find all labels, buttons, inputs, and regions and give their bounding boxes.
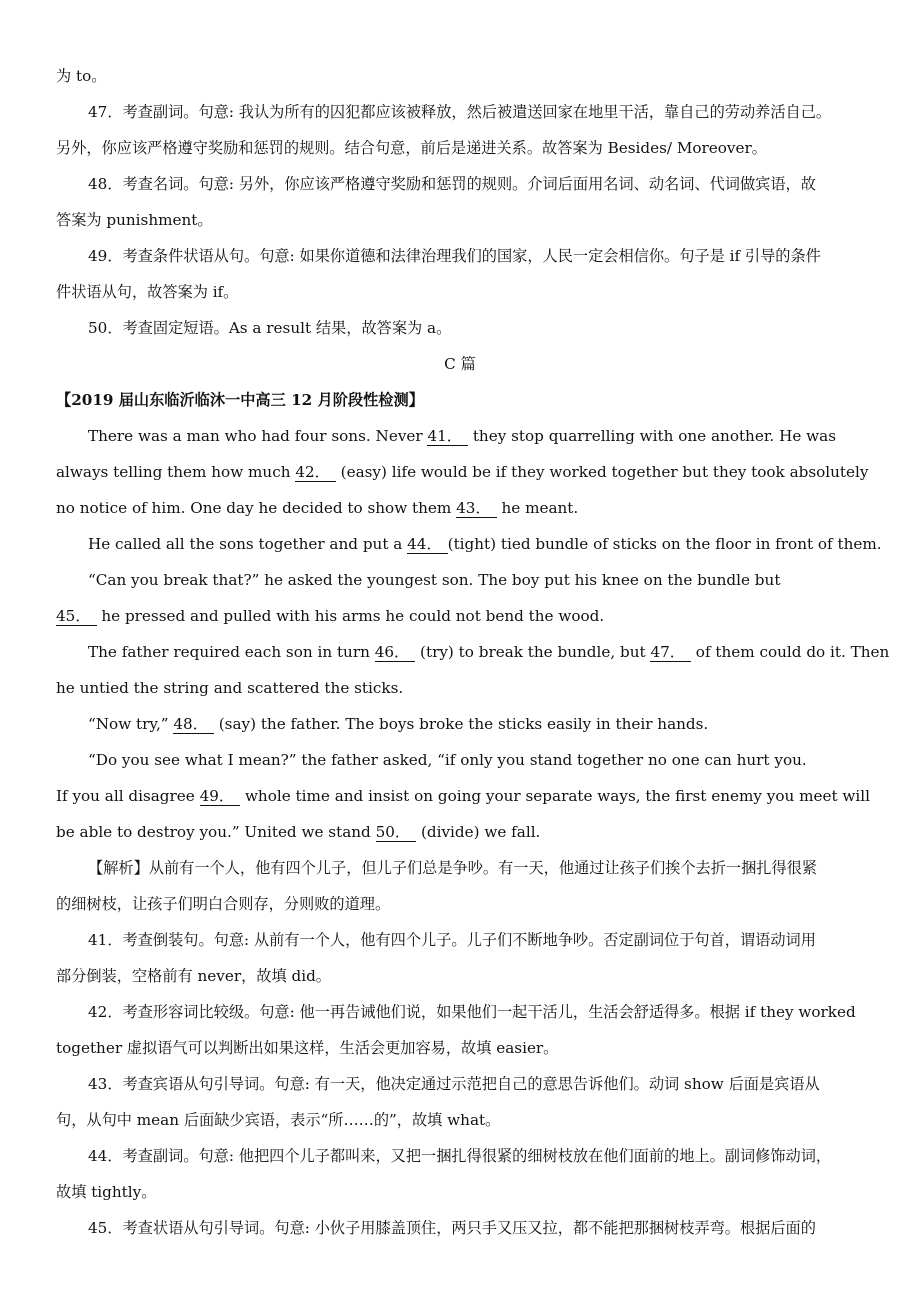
passage-text: There was a man who had four sons. Never — [88, 427, 423, 445]
analysis-line: 的细树枝，让孩子们明白合则存，分则败的道理。 — [56, 895, 391, 913]
passage-line — [56, 784, 868, 808]
analysis-45-line: 45．考查状语从句引导词。句意: 小伙子用膝盖顶住，两只手又压又拉，都不能把那捆树枝弄弯。根据后面的 — [88, 1219, 816, 1237]
passage-text: The father required each son in turn — [88, 643, 370, 661]
passage-line — [88, 640, 890, 664]
passage-text: If you all disagree — [56, 787, 195, 805]
answer-line: 件状语从句，故答案为 if。 — [56, 283, 239, 301]
passage-line — [56, 496, 868, 520]
analysis-43-line: 43．考查宾语从句引导词。句意: 有一天，他决定通过示范把自己的意思告诉他们。动词 show 后面是宾语从 — [88, 1075, 820, 1093]
blank-46: 46． — [375, 643, 416, 662]
passage-text: be able to destroy you.” United we stand — [56, 823, 371, 841]
passage-text: no notice of him. One day he decided to show them — [56, 499, 452, 517]
blank-44: 44． — [407, 535, 448, 554]
passage-text: always telling them how much — [56, 463, 291, 481]
passage-line — [56, 460, 868, 484]
answer-48-line: 48．考查名词。句意: 另外，你应该严格遵守奖励和惩罚的规则。介词后面用名词、动名词、代词做宾语，故 — [88, 175, 816, 193]
analysis-42-line: 42．考查形容词比较级。句意: 他一再告诫他们说，如果他们一起干活儿，生活会舒适得多。根据 if they worked — [88, 1003, 856, 1021]
passage-line — [88, 712, 868, 736]
passage-line: “Do you see what I mean?” the father asked, “if only you stand together no one can hurt you. — [88, 751, 807, 769]
analysis-line: together 虚拟语气可以判断出如果这样，生活会更加容易，故填 easier。 — [56, 1039, 559, 1057]
passage-line: “Can you break that?” he asked the youngest son. The boy put his knee on the bundle but — [88, 571, 781, 589]
analysis-line: 部分倒装，空格前有 never，故填 did。 — [56, 967, 331, 985]
passage-text: (tight) tied bundle of sticks on the floor in front of them. — [447, 535, 882, 553]
analysis-44-line: 44．考查副词。句意: 他把四个儿子都叫来，又把一捆扎得很紧的细树枝放在他们面前的地上。副词修饰动词， — [88, 1147, 832, 1165]
answer-line: 答案为 punishment。 — [56, 211, 213, 229]
blank-43: 43． — [456, 499, 497, 518]
blank-47: 47． — [650, 643, 691, 662]
passage-text: (divide) we fall. — [420, 823, 541, 841]
passage-text: whole time and insist on going your separate ways, the first enemy you meet will — [244, 787, 870, 805]
passage-line — [56, 604, 868, 628]
passage-text: (try) to break the bundle, but — [420, 643, 646, 661]
passage-line: he untied the string and scattered the sticks. — [56, 679, 404, 697]
analysis-41-line: 41．考查倒装句。句意: 从前有一个人，他有四个儿子。儿子们不断地争吵。否定副词位于句首，谓语动词用 — [88, 931, 816, 949]
passage-text: “Now try,” — [88, 715, 169, 733]
blank-48: 48． — [173, 715, 214, 734]
source-heading: 【2019 届山东临沂临沐一中高三 12 月阶段性检测】 — [56, 391, 424, 409]
analysis-line: 故填 tightly。 — [56, 1183, 157, 1201]
answer-49-line: 49．考查条件状语从句。句意: 如果你道德和法律治理我们的国家，人民一定会相信你。句子是 if 引导的条件 — [88, 247, 821, 265]
passage-text: of them could do it. Then — [695, 643, 890, 661]
analysis-line: 【解析】从前有一个人，他有四个儿子，但儿子们总是争吵。有一天，他通过让孩子们挨个去折一捆扎得很紧 — [88, 859, 817, 877]
passage-text: (easy) life would be if they worked together but they took absolutely — [340, 463, 869, 481]
blank-49: 49． — [200, 787, 241, 806]
passage-text: he pressed and pulled with his arms he could not bend the wood. — [101, 607, 605, 625]
blank-42: 42． — [295, 463, 336, 482]
blank-45: 45． — [56, 607, 97, 626]
passage-text: (say) the father. The boys broke the sticks easily in their hands. — [218, 715, 709, 733]
answer-47-line: 47．考查副词。句意: 我认为所有的囚犯都应该被释放，然后被遣送回家在地里干活，靠自己的劳动养活自己。 — [88, 103, 832, 121]
answer-line: 另外，你应该严格遵守奖励和惩罚的规则。结合句意，前后是递进关系。故答案为 Besides/ Moreover。 — [56, 139, 767, 157]
answer-line: 为 to。 — [56, 67, 107, 85]
answer-50-line: 50．考查固定短语。As a result 结果，故答案为 a。 — [88, 319, 452, 337]
passage-text: they stop quarrelling with one another. He was — [472, 427, 836, 445]
blank-50: 50． — [376, 823, 417, 842]
analysis-line: 句，从句中 mean 后面缺少宾语，表示“所……的”，故填 what。 — [56, 1111, 501, 1129]
section-title: C 篇 — [444, 355, 476, 373]
passage-text: he meant. — [501, 499, 579, 517]
passage-line — [88, 424, 868, 448]
passage-line — [56, 820, 868, 844]
passage-line — [88, 532, 882, 556]
blank-41: 41． — [427, 427, 468, 446]
passage-text: He called all the sons together and put a — [88, 535, 403, 553]
